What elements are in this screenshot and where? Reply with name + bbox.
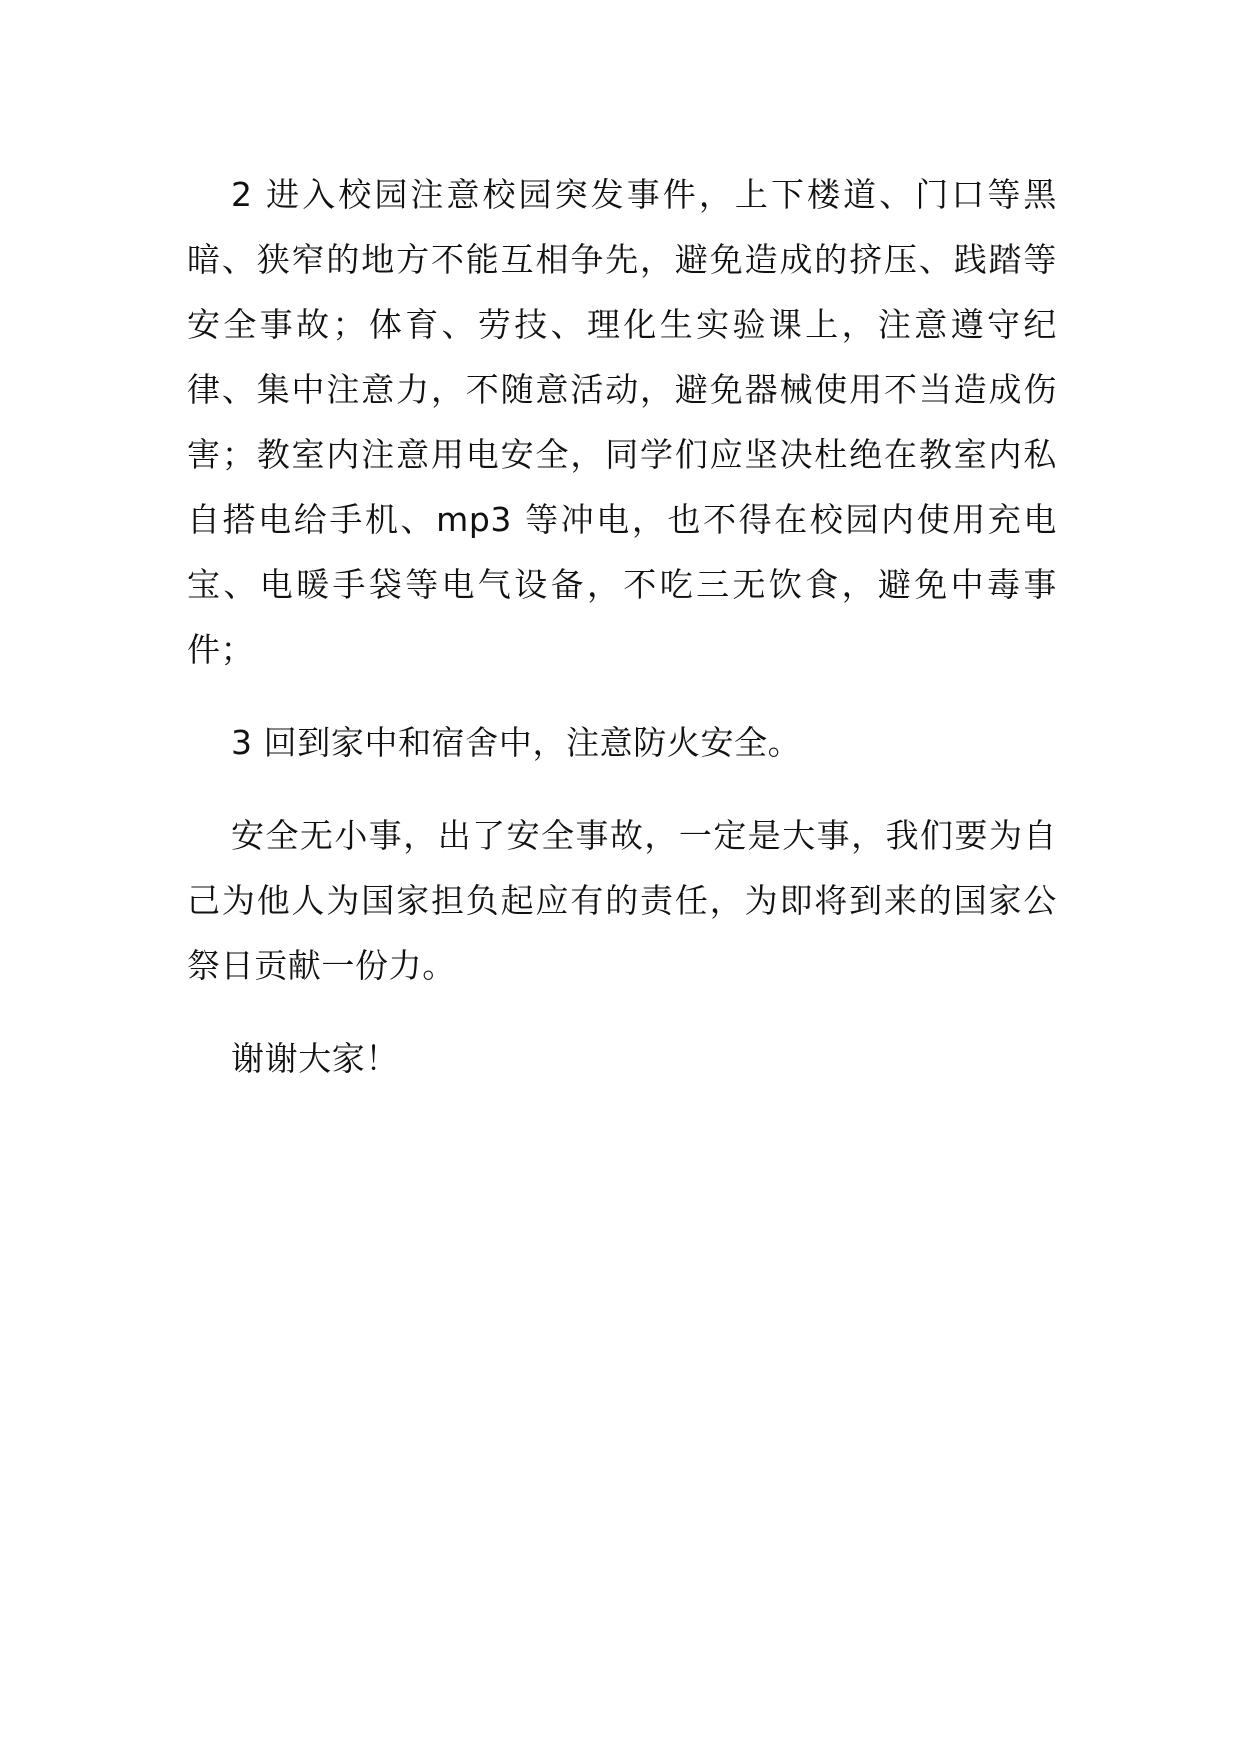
paragraph-thanks: 谢谢大家！	[231, 1039, 399, 1078]
paragraph-responsibility: 安全无小事，出了安全事故，一定是大事，我们要为自己为他人为国家担负起应有的责任，为即将到来的国家公祭日贡献一份力。	[187, 816, 1057, 985]
paragraph-campus-safety: 2 进入校园注意校园突发事件，上下楼道、门口等黑暗、狭窄的地方不能互相争先，避免造成的挤压、践踏等安全事故；体育、劳技、理化生实验课上，注意遵守纪律、集中注意力，不随意活动，避免器械使用不当造成伤害；教室内注意用电安全，同学们应坚决杜绝在教室内私自搭电给手机、mp3 等冲电，也不得在校园内使用充电宝、电暖手袋等电气设备，不吃三无饮食，避免中毒事件；	[187, 175, 1057, 669]
document-body	[187, 162, 1057, 1091]
paragraph-fire-safety: 3 回到家中和宿舍中，注意防火安全。	[231, 723, 802, 762]
